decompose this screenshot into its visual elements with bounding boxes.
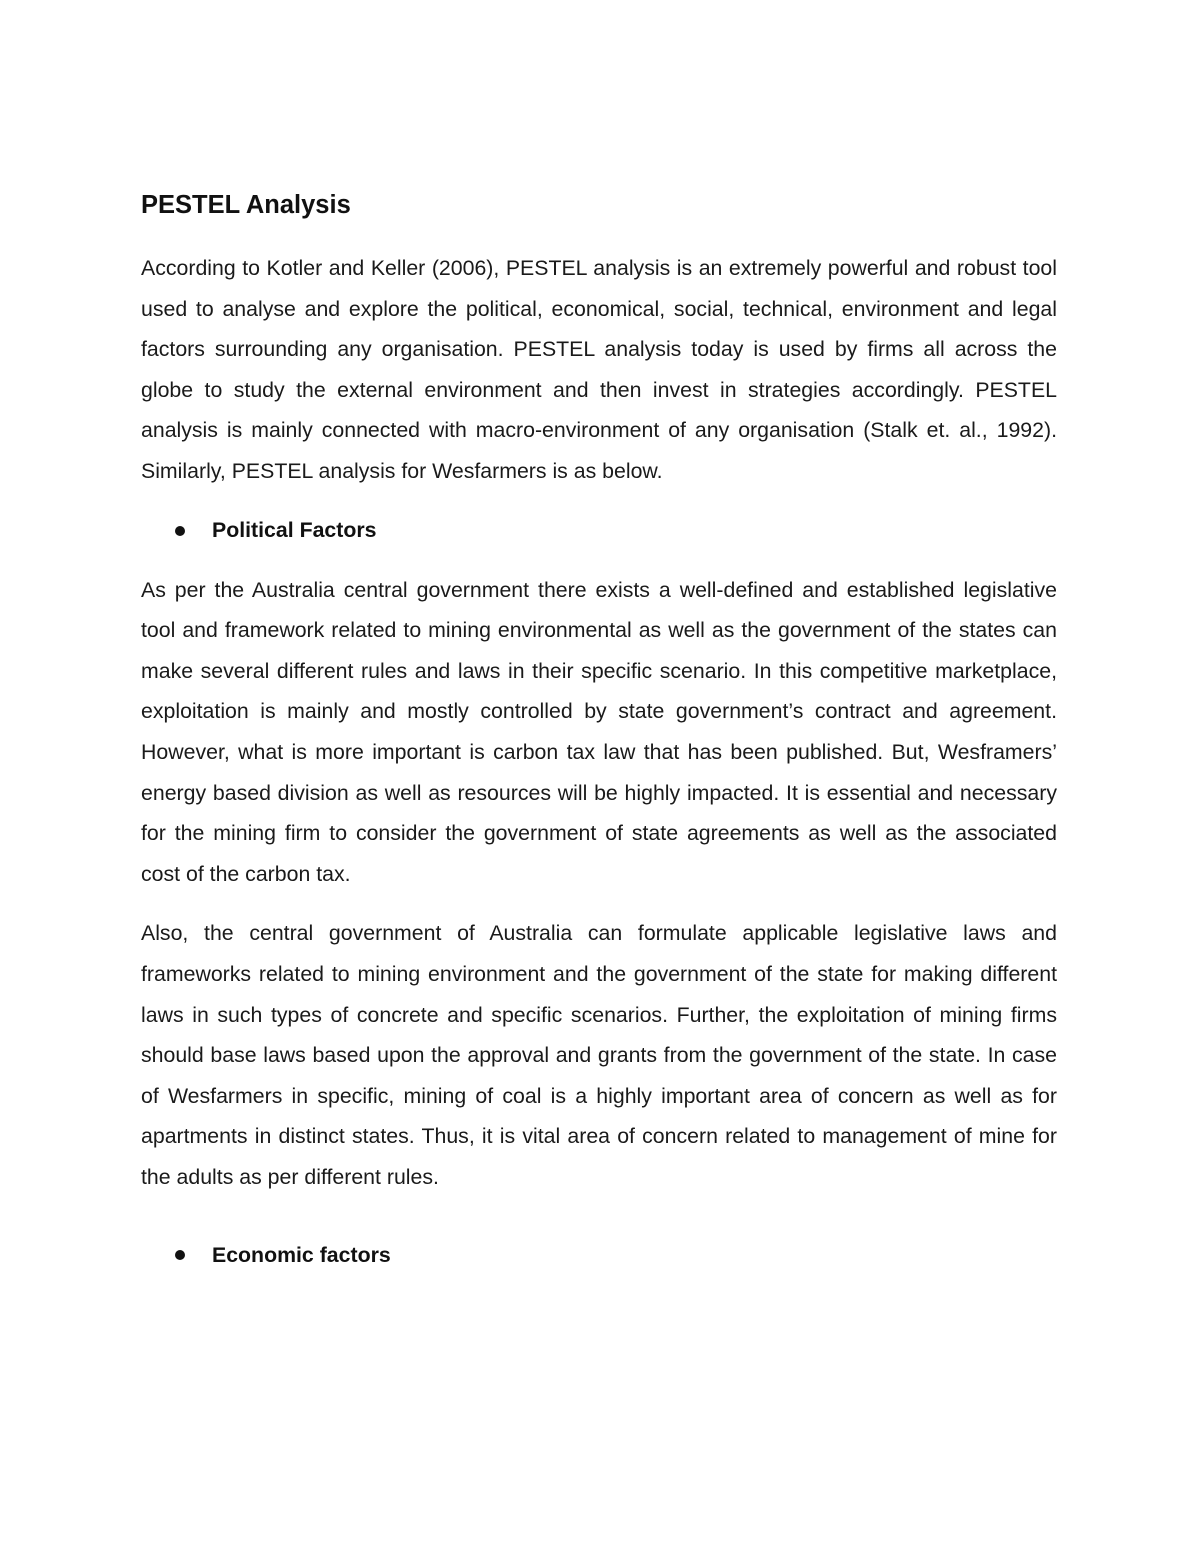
bullet-icon: [175, 526, 185, 536]
political-paragraph-2: Also, the central government of Australia can formulate applicable legislative laws and frameworks related to mining environment and the government of the state for making different laws in such types of concrete and specific scenarios. Further, the exploitation of mining firms should base laws based upon the approval and grants from the government of the state. In case of Wesfarmers in specific, mining of coal is a highly important area of concern as well as for apartments in distinct states. Thus, it is vital area of concern related to management of mine for the adults as per different rules.: [141, 921, 1057, 1189]
section-heading-political: [141, 511, 1057, 551]
section-heading-economic: [141, 1235, 1057, 1275]
page-title: PESTEL Analysis: [141, 191, 351, 219]
document-content: [141, 186, 1057, 1275]
section-heading-label: Economic factors: [212, 1242, 391, 1267]
intro-paragraph: According to Kotler and Keller (2006), PESTEL analysis is an extremely powerful and robust tool used to analyse and explore the political, economical, social, technical, environment and legal factors surrounding any organisation. PESTEL analysis today is used by firms all across the globe to study the external environment and then invest in strategies accordingly. PESTEL analysis is mainly connected with macro-environment of any organisation (Stalk et. al., 1992). Similarly, PESTEL analysis for Wesfarmers is as below.: [141, 256, 1057, 483]
section-heading-label: Political Factors: [212, 518, 377, 543]
bullet-icon: [175, 1250, 185, 1260]
political-paragraph-1: As per the Australia central government there exists a well-defined and established legislative tool and framework related to mining environmental as well as the government of the states can make several different rules and laws in their specific scenario. In this competitive marketplace, exploitation is mainly and mostly controlled by state government’s contract and agreement. However, what is more important is carbon tax law that has been published. But, Wesframers’ energy based division as well as resources will be highly impacted. It is essential and necessary for the mining firm to consider the government of state agreements as well as the associated cost of the carbon tax.: [141, 577, 1057, 886]
